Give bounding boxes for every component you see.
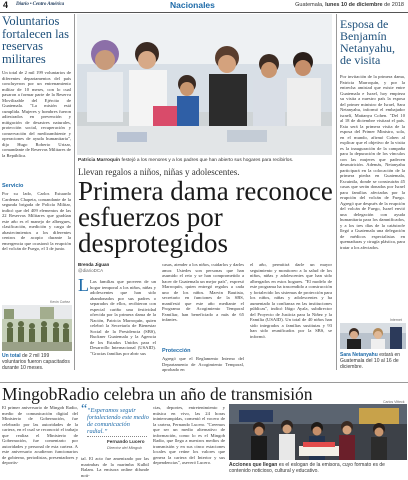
pull-quote-name: Fernando Lucero: [107, 439, 145, 444]
main-col2-subhead: Protección: [162, 348, 191, 354]
byline-handle: @diarioDCA: [78, 267, 104, 273]
left-caption: [2, 353, 72, 371]
header-rule: [0, 12, 408, 13]
page-number: 4: [3, 0, 9, 10]
byline-name: Brenda Jiguan: [78, 262, 110, 267]
main-byline: [78, 262, 109, 273]
main-photo-caption: [78, 158, 334, 164]
bottom-caption-rest: es el eslogan de la emisora, cuyo formato es de contenido noticioso, cultural y educativo.: [229, 462, 385, 474]
main-kicker: Llevan regalos a niños, niñas y adolescentes.: [78, 167, 240, 177]
left-headline: Voluntarios fortalecen las reservas militares: [2, 14, 69, 66]
left-caption-bold: Un total: [2, 353, 21, 359]
left-body-2: Por su lado, Carlos Estuardo Cardenas Chapeta, comandante de la segunda brigada de Policía Militar, indicó que del 409 elementos de las 22 Reservas Militares que gradúan este año es el manejo de albergues, clasificación, medición y carga de abastecimientos a los diferentes centros de acopio durante la emergencia que ocasionó la erupción del volcán de Fuego, el 3 de junio.: [2, 191, 71, 251]
right-body: Por invitación de la primera dama, Patricia Marroquín, y por la entrecha amistad que existe entre Guatemala e Israel, hoy empieza su visita a nuestro país la esposa del primer ministro de Israel, Sara Netanyahu, informó el embajador israelí, Mattanya Cohen. "Del 10 al 18 de diciembre visitará el país. Esta será la primera visita de la esposa del Primer Ministro, sola, en el mundo, afirmó Cohen al explicar que el objetivo de la visita es la inauguración de la campaña para la depuración de los vínculos con las mujeres que padecen desnutrición. Además, Netanyahu participará en la colocación de la primera piedra en Guatemala, Escuintla, donde se construirán 45 casas que serán donadas por Israel para familias afectadas por la erupción del volcán de Fuego. Agregó que después de la erupción del volcán de Fuego, Israel envió una delegación con ayuda humanitaria para los damnificados, y a los tres días de la catástrofe llegó a Guatemala una delegación de médicos especialistas en quemaduras y cirugía plástica, para tratar a los afectados.: [340, 74, 405, 250]
pull-quote-role: Director del Mingob: [107, 445, 142, 450]
right-headline: Esposa de Benjamín Netanyahu, de visita: [340, 17, 395, 67]
bottom-col-1: El primer aniversario de Mingob Radio, medio de comunicación digital del Ministerio de Gobernación, fue celebrado por las autoridades de la cartera, en el cual se reconoció el trabajo que realiza el Ministerio de Gobernación, fue comentario por autoridades y personal de esta cartera. A este aniversario acudieron funcionarios de gobierno, periodistas, presentadores y deportis-: [2, 405, 78, 465]
right-caption-bold: Sara Netanyahu: [340, 352, 378, 358]
right-caption: [340, 352, 406, 370]
pull-quote-divider: [87, 436, 147, 437]
main-col-2: casas, atender a los niños, cuidarlos y darles amor. Ustedes son personas que han asumido el reto y se han comprometido a hacer de Guatemala un mejor país", expresó Marroquín, quien entregó regalos a cada uno de los niños. Marvin Bautista, secretario en funciones de la SBS, manifestó que este año mediante el Programa de Acogimiento Temporal Familiar, han beneficiado a más de 65 infantes.: [162, 262, 244, 322]
main-caption-bold: Patricia Marroquín: [78, 158, 121, 163]
section-title: Nacionales: [170, 0, 215, 10]
right-photo-netanyahu: [340, 323, 406, 349]
dateline-date: lunes 10 de diciembre: [325, 2, 383, 8]
main-photo-first-lady: [77, 14, 332, 155]
pull-quote: “Esperamos seguir fortaleciendo este medio de comunicación radial.”: [87, 407, 149, 435]
main-headline: Primera dama reconoce esfuerzos por desprotegidos: [78, 176, 333, 258]
main-col-1: Las familias que proveen de un hogar temporal a los niños, niñas y adolescentes que han sido abandonados por sus padres o separados de ellos, recibieron con especial cariño una festividad ofrecida por la primera dama de la Nación, Patricia Marroquín, quien celebró la Secretaría de Bienestar Social de la Presidencia (SBS), Buckner Guatemala y la Agencia de los Estados Unidos para el Desarrollo Internacional (USAID). "Gracias familias por abrir sus: [90, 279, 156, 356]
dateline: [295, 2, 404, 8]
bottom-caption: [229, 462, 407, 474]
main-caption-rest: festejó a los menores y a los padres que han abierto sus hogares para recibirlos.: [121, 158, 294, 163]
left-caption-rest: de 2 mil 199 voluntarios fueron capacitados durante 10 meses.: [2, 353, 70, 371]
left-body: Un total de 2 mil 199 voluntarios de diferentes departamentos del país concluyeron por un entrenamiento militar de 10 meses, con lo cual pasaron a formar parte de la Reserva Movilizable del Ejército de Guatemala. "La misión está cumplida. Mujeres y hombres fueron adiestrados en prevención y mitigación de desastres naturales, protección social, recuperación y conservación del medioambiente y operaciones de ayuda humanitaria", dijo Hugo Roberto Urizar, comandante de Reservas Militares de la República.: [2, 70, 71, 158]
dateline-city: Guatemala,: [295, 2, 324, 8]
right-photo-credit: Internet: [390, 318, 402, 322]
right-caption-rest: estará en Guatemala del 10 al 16 de diciembre.: [340, 352, 401, 370]
bottom-caption-bold: Acciones que llegan: [229, 462, 278, 468]
left-divider: [74, 14, 75, 370]
bottom-photo-radio: [229, 404, 407, 460]
dateline-year: de 2018: [384, 2, 404, 8]
left-subhead: Servicio: [2, 183, 24, 189]
main-col-2b: Agregó que el Reglamento Interno del Departamento de Acogimiento Temporal, aprobado en: [162, 356, 244, 372]
main-col-3: el año, permitirá darle un mayor seguimiento y monitoreo a la salud de los niños, niñas y adolescentes que han sido albergados en estos hogares. "El modelo de este programa ha trascendido a construcción y fortalecido los sistemas de protección para los niños, niñas y adolescentes y ha aumentado la confianza en las instituciones públicas", indicó Iñigo Ayala, subdirector del Proyecto de Justicia para la Niñez y la Familia (USAID). Un total de 40 niños han sido integrados a familias sustitutas y 93 han sido reunificados por la SBS, se informó.: [250, 262, 332, 339]
left-photo-soldiers: [2, 305, 72, 351]
masthead-logo: Diario • Centro América: [16, 2, 65, 7]
bottom-rule: [0, 382, 408, 383]
bottom-col-2b: tal. El acto fue amenizado por las marimbas de la marimba Kulbil Balam. La emisora online difunde noti-: [81, 456, 149, 478]
bottom-photo-credit: Carlos Vitteck: [383, 400, 405, 404]
pull-quote-box: [81, 402, 149, 453]
drop-cap: L: [78, 275, 89, 295]
bottom-headline: MingobRadio celebra un año de transmisión: [2, 384, 313, 404]
right-divider: [336, 14, 337, 370]
bottom-col-3: cias, deportes, entretenimiento y música en vivo, las 24 horas ininterrumpidas, comentó el vocero de la cartera, Fernando Lucero. "Creemos que ser un medio alternativo de información, como lo es el Mingob Radio, que llega a nuestros medios de transmisión y en sus cinco estaciones locales que reúne los valores que genera la cartera del Interior y sus dependencias", aseveró Lucero.: [153, 405, 225, 465]
left-photo-credit: Kevin Cortez: [50, 300, 71, 304]
quote-mark-icon: “: [81, 402, 88, 417]
